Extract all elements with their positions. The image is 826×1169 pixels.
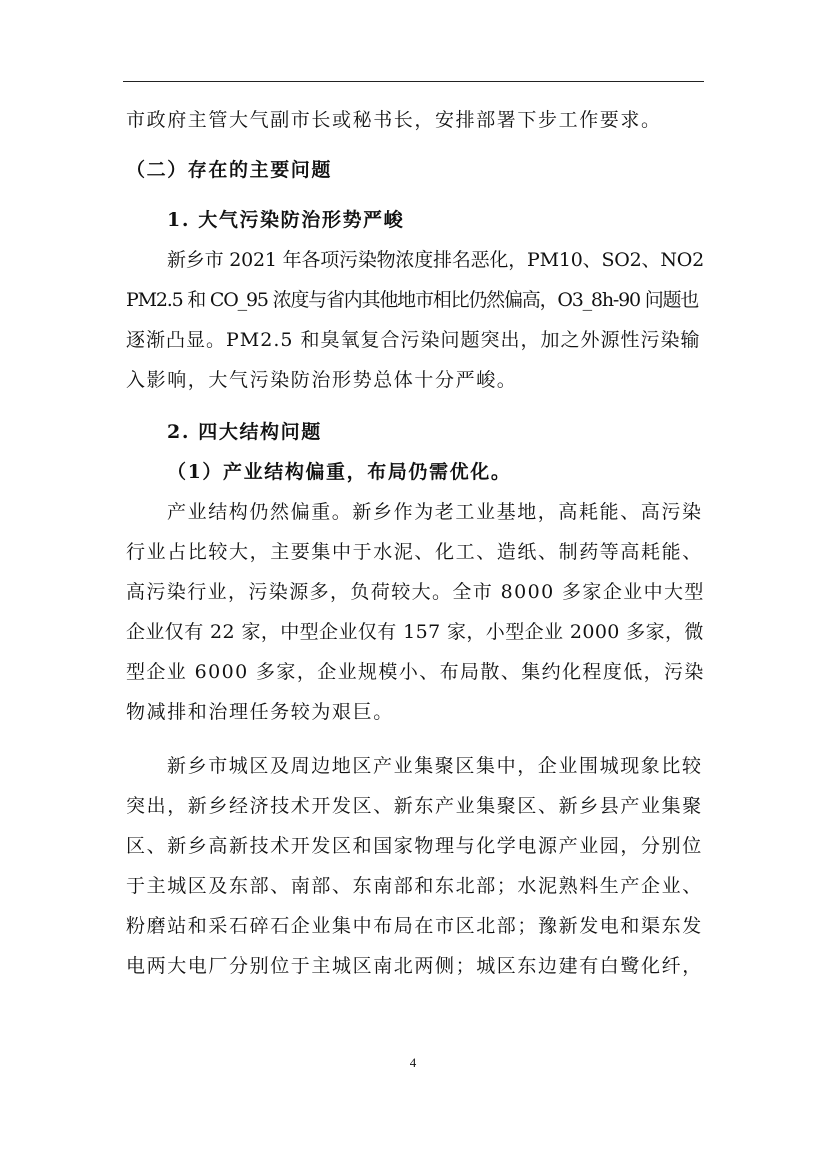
subsection-heading: 1. 大气污染防治形势严峻 xyxy=(167,209,405,231)
paragraph-line: 行业占比较大，主要集中于水泥、化工、造纸、制药等高耗能、 xyxy=(126,541,703,563)
section-heading: （二）存在的主要问题 xyxy=(126,159,333,181)
paragraph-line: 新乡市 2021 年各项污染物浓度排名恶化，PM10、SO2、NO2 xyxy=(167,249,705,271)
paragraph-line: 电两大电厂分别位于主城区南北两侧；城区东边建有白鹭化纤， xyxy=(126,955,703,977)
paragraph-line: 区、新乡高新技术开发区和国家物理与化学电源产业园，分别位 xyxy=(126,835,703,857)
paragraph-line: 高污染行业，污染源多，负荷较大。全市 8000 多家企业中大型 xyxy=(126,581,705,603)
paragraph-line: 逐渐凸显。PM2.5 和臭氧复合污染问题突出，加之外源性污染输 xyxy=(126,329,701,351)
page-number: 4 xyxy=(409,1055,417,1070)
paragraph-line: 入影响，大气污染防治形势总体十分严峻。 xyxy=(126,369,518,391)
paragraph-line: PM2.5 和 CO_95 浓度与省内其他地市相比仍然偏高，O3_8h-90 问题也 xyxy=(126,289,699,311)
paragraph-line: 市政府主管大气副市长或秘书长，安排部署下步工作要求。 xyxy=(126,109,662,131)
paragraph-line: 物减排和治理任务较为艰巨。 xyxy=(126,701,394,723)
document-body xyxy=(126,100,706,986)
paragraph-line: 于主城区及东部、南部、东南部和东北部；水泥熟料生产企业、 xyxy=(126,875,703,897)
paragraph-line: 新乡市城区及周边地区产业集聚区集中，企业围城现象比较 xyxy=(167,755,703,777)
paragraph-line: 型企业 6000 多家，企业规模小、布局散、集约化程度低，污染 xyxy=(126,661,705,683)
paragraph-line: 粉磨站和采石碎石企业集中布局在市区北部；豫新发电和渠东发 xyxy=(126,915,703,937)
header-rule xyxy=(123,81,704,82)
paragraph-line: 企业仅有 22 家，中型企业仅有 157 家，小型企业 2000 多家，微 xyxy=(126,621,704,643)
subsection-heading: 2. 四大结构问题 xyxy=(167,421,322,443)
paragraph-line: 突出，新乡经济技术开发区、新东产业集聚区、新乡县产业集聚 xyxy=(126,795,703,817)
paragraph-line: 产业结构仍然偏重。新乡作为老工业基地，高耗能、高污染 xyxy=(167,501,703,523)
subsection-heading: （1）产业结构偏重，布局仍需优化。 xyxy=(167,461,512,483)
